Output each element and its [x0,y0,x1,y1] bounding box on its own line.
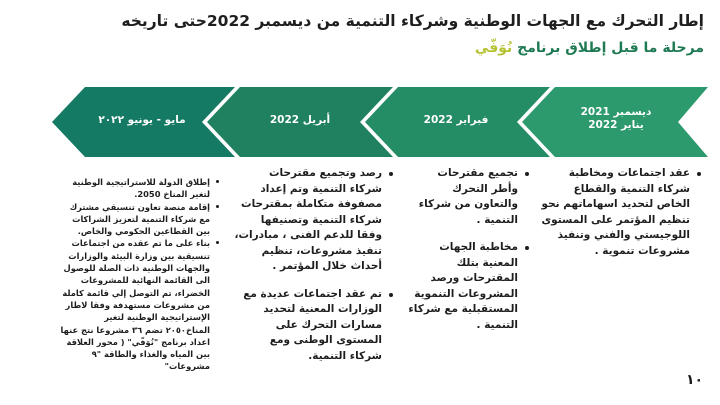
timeline-label-1 [560,106,672,132]
timeline-label-2 [400,114,512,127]
timeline-label-4 [86,114,198,127]
column-2-item-1: تجميع مقترحات وأطر التحرك والتعاون من شركاء التنمية . [408,166,518,228]
timeline-label-1-line1: ديسمبر 2021 [580,106,652,118]
column-1-item-1: عقد اجتماعات ومخاطبة شركاء التنمية والقطاع الخاص لتحديد اسهاماتهم نحو تنظيم المؤتمر على المستوى اللوجيستي والفني وتنفيذ مشروعات تنموية . [540,166,690,259]
column-2-item-2: مخاطبة الجهات المعنية بتلك المقترحات ورصد المشروعات التنموية المستقبلية مع شركاء التنمية . [408,240,518,333]
column-3-item-1: رصد وتجميع مقترحات شركاء التنمية وتم إعداد مصفوفة متكاملة بمقترحات شركاء التنمية وتصنيفها وفقا للدعم الفنى ، مبادرات، تنفيذ مشروعات، تنظيم أحداث خلال المؤتمر . [234,166,382,275]
page-number: ١٠ [686,372,704,388]
subtitle-text: مرحلة ما قبل إطلاق برنامج [517,40,704,56]
timeline-label-3 [244,114,356,127]
column-4-item-2: إقامة منصة تعاون تنسيقي مشترك مع شركاء التنمية لتعزيز الشراكات بين القطاعين الحكومي والخاص. [58,201,210,238]
timeline-label-1-line2: يناير 2022 [588,119,644,131]
column-feb [408,166,530,345]
timeline-label-2-line1: فبراير 2022 [423,114,489,126]
column-4-item-1: إطلاق الدولة للاستراتيجية الوطنية لتغير المناخ 2050. [58,176,210,201]
column-4-item-3: بناء على ما تم عقده من اجتماعات تنسيقية بين وزارة البيئة والوزارات والجهات الوطنية ذات الصلة للوصول الى القائمة النهائية للمشروعات الخضراء، تم التوصل إلي قائمة كاملة من مشروعات مستهدفة وفقا لاطار الإستراتيجية الوطنية لتغير المناخ٢٠٥٠ تضم ٣٦ مشروعا نتج عنها اعداد برنامج "نُوَفّي" ( محور العلاقة بين المياه والغذاء والطاقة "٩ مشروعات" [58,237,210,372]
column-dec-jan [540,166,702,271]
column-apr [234,166,394,376]
column-may-jun [58,176,222,373]
timeline-label-4-line1: مايو - يونيو ٢٠٢٢ [98,114,186,126]
timeline-label-3-line1: أبريل 2022 [269,114,331,126]
slide-title: إطار التحرك مع الجهات الوطنية وشركاء التنمية من ديسمبر 2022حتى تاريخه [121,12,704,30]
column-3-item-2: تم عقد اجتماعات عديدة مع الوزارات المعنية لتحديد مسارات التحرك على المستوى الوطنى ومع شركاء التنمية. [234,287,382,365]
program-brand-name: نُوَفّي [474,40,513,56]
